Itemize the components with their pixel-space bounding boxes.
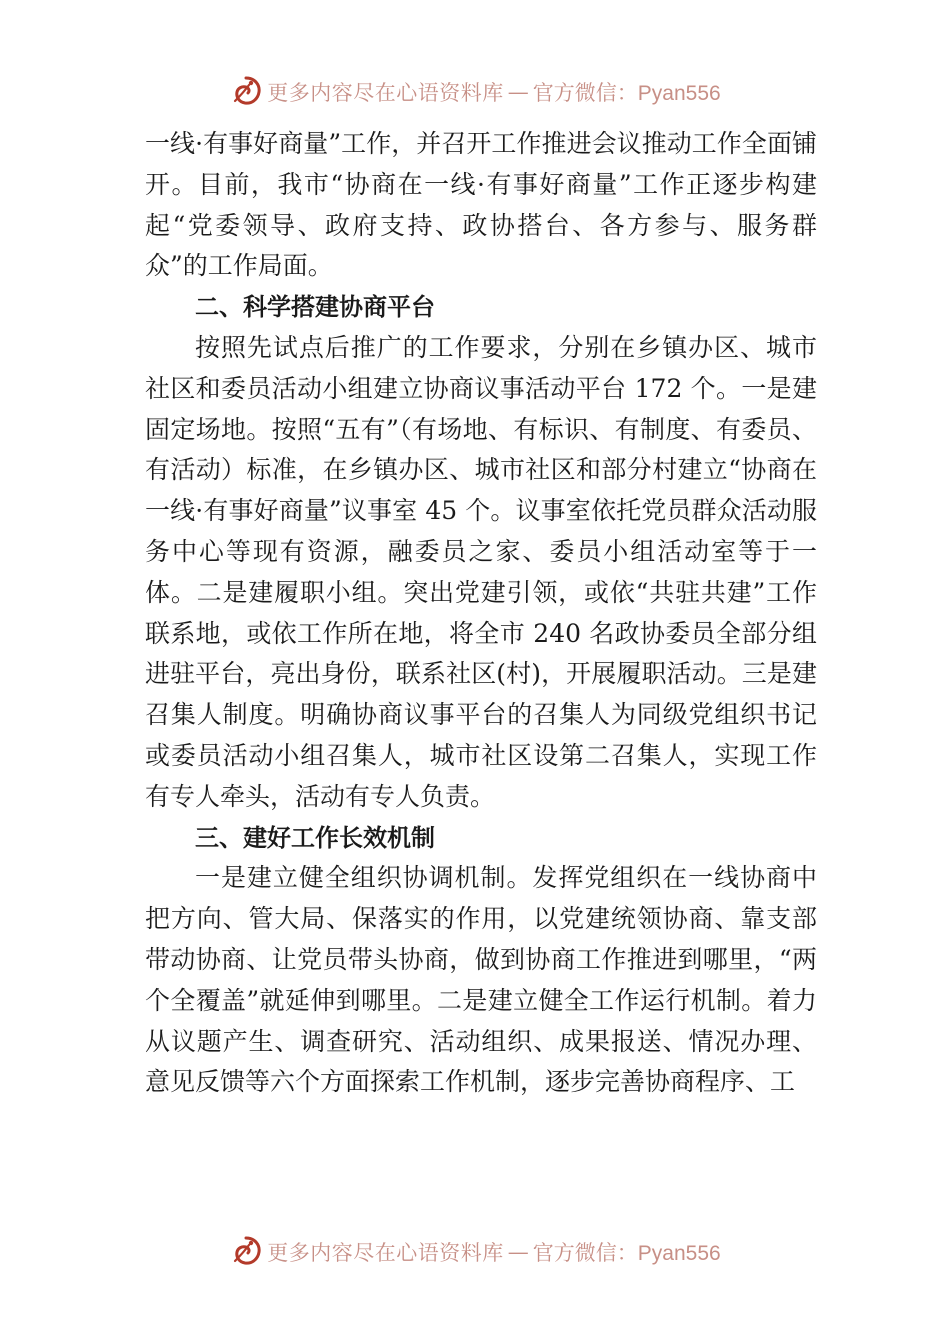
footer-banner [0, 1232, 950, 1272]
paragraph-intro: 一线·有事好商量”工作，并召开工作推进会议推动工作全面铺开。目前，我市“协商在一线·有事好商量”工作正逐步构建起“党委领导、政府支持、政协搭台、各方参与、服务群众”的工作局面。 [145, 129, 817, 281]
header-banner [0, 72, 950, 112]
banner-account: 官方微信：Pyan556 [532, 82, 721, 105]
section-heading-3: 三、建好工作长效机制 [195, 823, 435, 852]
banner-separator: — [507, 80, 529, 104]
banner-separator: — [507, 1240, 529, 1264]
paragraph-mechanism: 一是建立健全组织协调机制。发挥党组织在一线协商中把方向、管大局、保落实的作用，以党建统领协商、靠支部带动协商、让党员带头协商，做到协商工作推进到哪里，“两个全覆盖”就延伸到哪里。二是建立健全工作运行机制。着力从议题产生、调查研究、活动组织、成果报送、情况办理、意见反馈等六个方面探索工作机制，逐步完善协商程序、工 [145, 863, 817, 1097]
paragraph-platform: 按照先试点后推广的工作要求，分别在乡镇办区、城市社区和委员活动小组建立协商议事活动平台 172 个。一是建固定场地。按照“五有”（有场地、有标识、有制度、有委员、有活动）标准，在乡镇办区、城市社区和部分村建立“协商在一线·有事好商量”议事室 45 个。议事室依托党员群众活动服务中心等现有资源，融委员之家、委员小组活动室等于一体。二是建履职小组。突出党建引领，或依“共驻共建”工作联系地，或依工作所在地，将全市 240 名政协委员全部分组进驻平台，亮出身份，联系社区(村)，开展履职活动。三是建召集人制度。明确协商议事平台的召集人为同级党组织书记或委员活动小组召集人，城市社区设第二召集人，实现工作有专人牵头，活动有专人负责。 [145, 332, 817, 811]
swirl-logo-icon [229, 1235, 263, 1269]
document-body [145, 124, 817, 1103]
banner-text: 更多内容尽在心语资料库 [267, 81, 504, 105]
section-heading-2: 二、科学搭建协商平台 [195, 293, 435, 322]
banner-text: 更多内容尽在心语资料库 [267, 1241, 504, 1265]
swirl-logo-icon [229, 75, 263, 109]
banner-account: 官方微信：Pyan556 [532, 1242, 721, 1265]
